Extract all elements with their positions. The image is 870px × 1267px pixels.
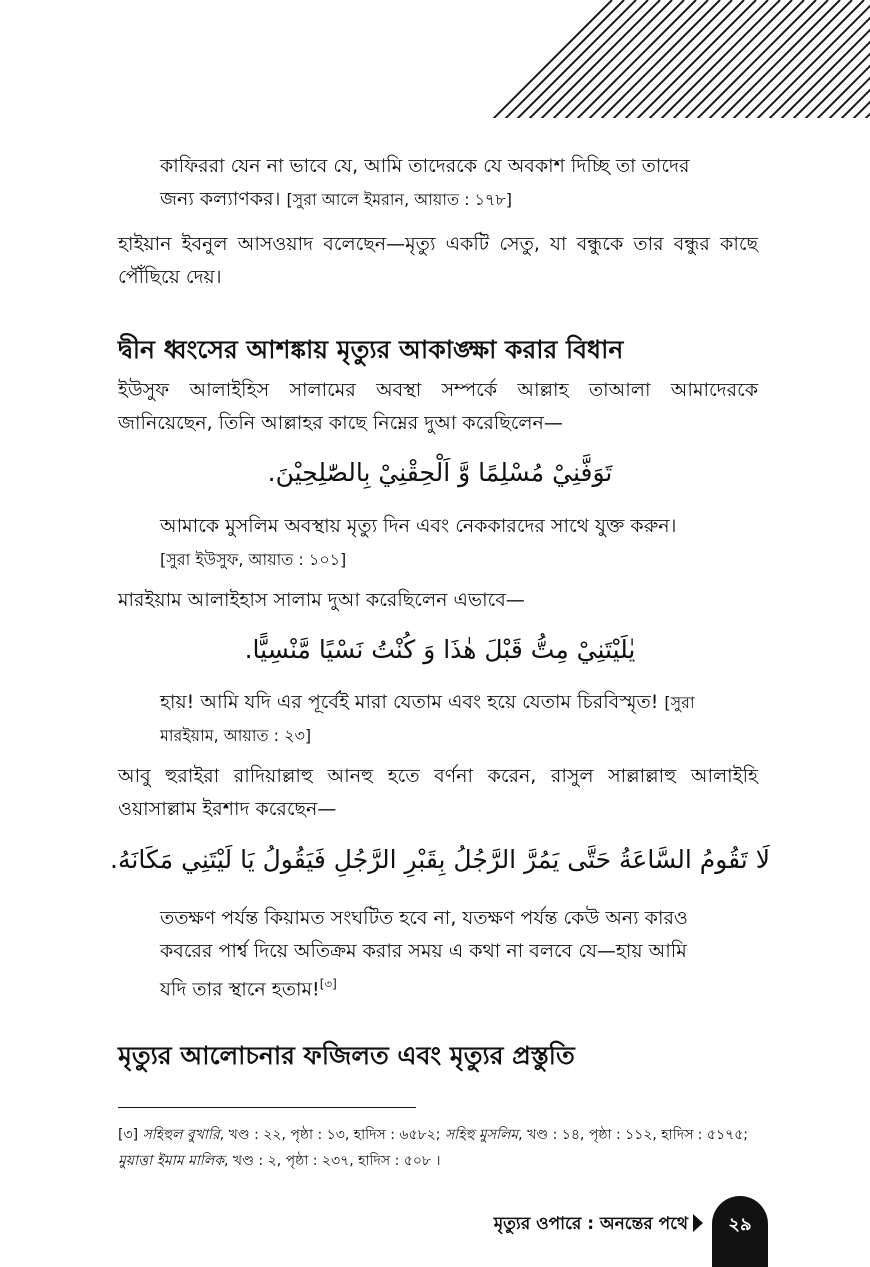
paragraph-hayyan: হাইয়ান ইবনুল আসওয়াদ বলেছেন—মৃত্যু একটি সেতু, যা বন্ধুকে তার বন্ধুর কাছে পৌঁছিয়ে দেয়। <box>118 233 758 288</box>
footnote-divider <box>118 1107 416 1108</box>
footnote <box>118 1122 758 1174</box>
footnote-source-2: সহিহু মুসলিম <box>444 1127 519 1143</box>
stripe-line <box>490 0 588 118</box>
translation-1: আমাকে মুসলিম অবস্থায় মৃত্যু দিন এবং নেককারদের সাথে যুক্ত করুন। <box>160 515 677 537</box>
triangle-right-icon <box>693 1214 703 1232</box>
section-heading-1: দ্বীন ধ্বংসের আশঙ্কায় মৃত্যুর আকাঙ্ক্ষা করার বিধান <box>118 335 624 364</box>
paragraph-maryam: মারইয়াম আলাইহাস সালাম দুআ করেছিলেন এভাবে— <box>118 589 525 611</box>
hadith-translation <box>160 902 718 1006</box>
stripe-line <box>490 0 576 118</box>
paragraph-yusuf: ইউসুফ আলাইহিস সালামের অবস্থা সম্পর্কে আল্লাহ তাআলা আমাদেরকে জানিয়েছেন, তিনি আল্লাহর কাছে নিম্নের দুআ করেছিলেন— <box>118 379 758 434</box>
quote-line-1: কাফিররা যেন না ভাবে যে, আমি তাদেরকে যে অবকাশ দিচ্ছি তা তাদের <box>160 155 690 177</box>
stripe-line <box>490 0 612 118</box>
stripe-line <box>854 0 870 118</box>
running-title: মৃত্যুর ওপারে : অনন্তের পথে <box>493 1214 688 1234</box>
stripe-line <box>490 0 492 118</box>
section-heading-2: মৃত্যুর আলোচনার ফজিলত এবং মৃত্যুর প্রস্তুতি <box>118 1041 575 1070</box>
translation-3: ততক্ষণ পর্যন্ত কিয়ামত সংঘটিত হবে না, যতক্ষণ পর্যন্ত কেউ অন্য কারও কবরের পার্শ্ব দিয়ে অতিক্রম করার সময় এ কথা না বলবে যে—হায় আমি যদি তার স্থানে হতাম! <box>160 907 688 1001</box>
footnote-source-3: মুয়াত্তা ইমাম মালিক <box>118 1153 225 1169</box>
stripe-line <box>782 0 870 118</box>
stripe-line <box>490 0 540 118</box>
reference-2: [সুরা মারইয়াম, আয়াত : ২৩] <box>160 693 695 745</box>
footnote-detail-1: , খণ্ড : ২২, পৃষ্ঠা : ১৩, হাদিস : ৬৫৮২; <box>219 1127 441 1143</box>
stripe-line <box>490 0 552 118</box>
quote-reference: [সুরা আলে ইমরান, আয়াত : ১৭৮] <box>286 190 512 209</box>
footnote-source-1: সহিহুল বুখারি <box>142 1127 220 1143</box>
page-number-tab <box>712 1196 768 1267</box>
arabic-hadith: لَا تَقُومُ السَّاعَةُ حَتَّى يَمُرَّ الرَّجُلُ بِقَبْرِ الرَّجُلِ فَيَقُولُ يَا لَيْتَنِي مَكَانَهُ. <box>110 845 770 874</box>
verse-translation-1 <box>160 510 718 576</box>
quote-line-2: জন্য কল্যাণকর। <box>160 188 281 210</box>
arabic-verse-1: تَوَفَّنِيْ مُسْلِمًا وَّ اَلْحِقْنِيْ بِالصّٰلِحِيْنَ. <box>267 458 613 487</box>
footnote-marker[interactable]: [৩] <box>319 977 337 991</box>
stripe-line <box>490 0 504 118</box>
quran-quote-translation <box>160 150 718 216</box>
footnote-detail-3: , খণ্ড : ২, পৃষ্ঠা : ২৩৭, হাদিস : ৫০৮ । <box>224 1153 441 1169</box>
page-number: ২৯ <box>728 1214 752 1235</box>
paragraph-abu-hurayra: আবু হুরাইরা রাদিয়াল্লাহু আনহু হতে বর্ণনা করেন, রাসুল সাল্লাল্লাহু আলাইহি ওয়াসাল্লাম ইরশাদ করেছেন— <box>118 765 758 820</box>
translation-2: হায়! আমি যদি এর পূর্বেই মারা যেতাম এবং হয়ে যেতাম চিরবিস্মৃত! <box>160 691 659 713</box>
arabic-verse-2: يٰلَيْتَنِيْ مِتُّ قَبْلَ هٰذَا وَ كُنْتُ نَسْيًا مَّنْسِيًّا. <box>244 635 636 664</box>
diagonal-stripes-decoration <box>490 0 870 118</box>
reference-1: [সুরা ইউসুফ, আয়াত : ১০১] <box>160 550 347 569</box>
verse-translation-2 <box>160 686 718 752</box>
footnote-number: [৩] <box>118 1127 139 1143</box>
stripe-line <box>818 0 870 118</box>
footnote-detail-2: , খণ্ড : ১৪, পৃষ্ঠা : ১১২, হাদিস : ৫১৭৫; <box>518 1127 749 1143</box>
